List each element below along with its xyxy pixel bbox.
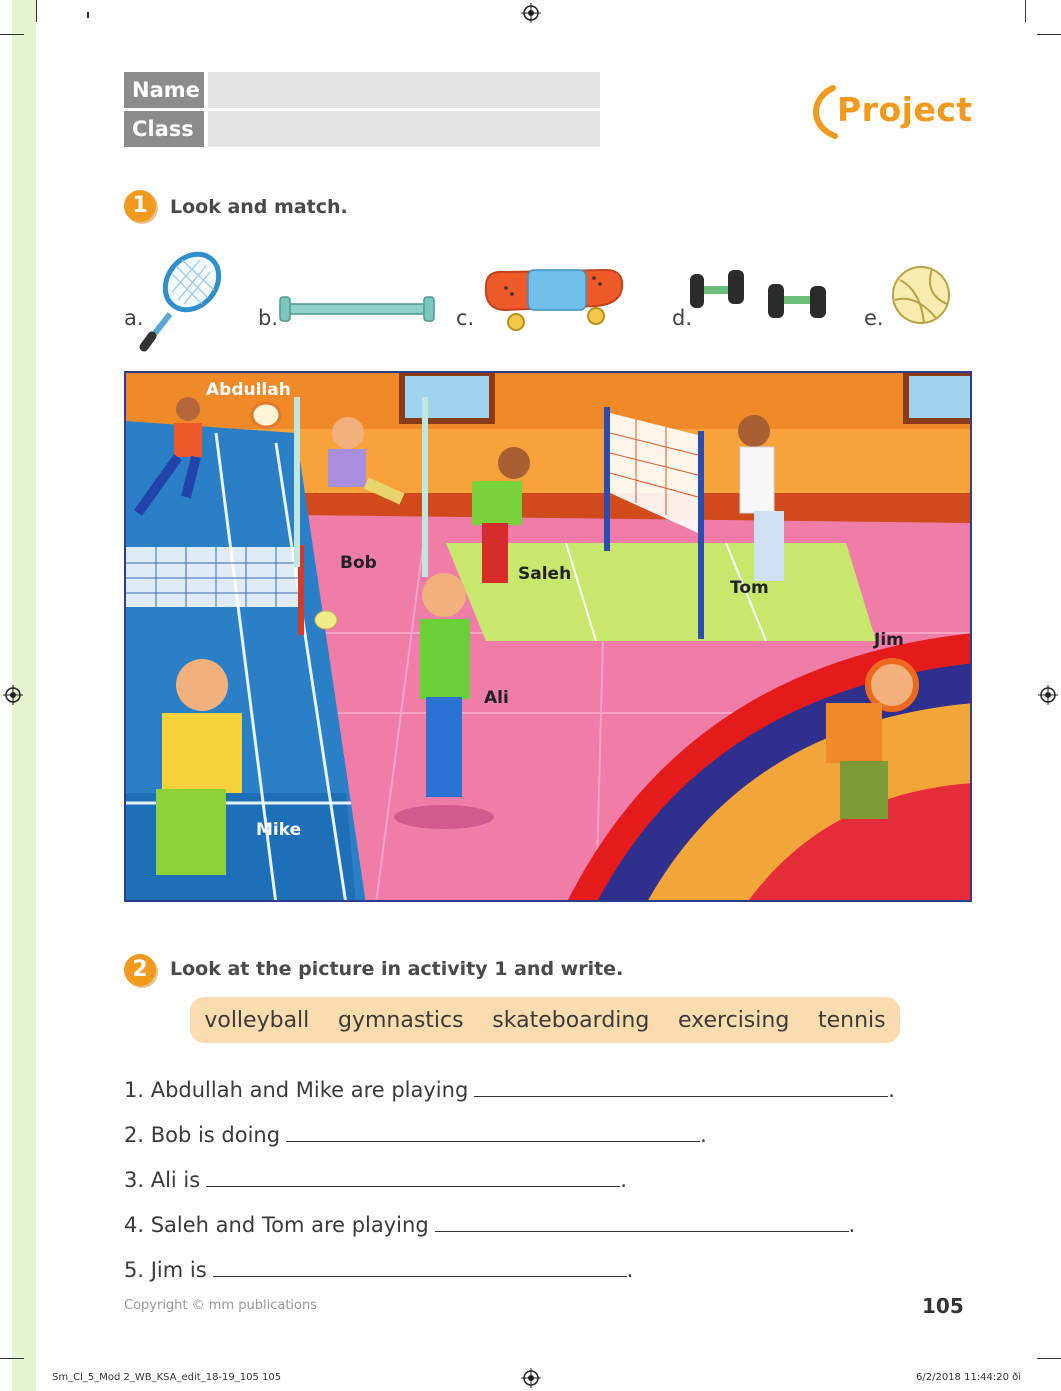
print-slug-right: 6/2/2018 11:44:20 ðì [916, 1372, 1022, 1383]
dumbbells-icon [688, 266, 832, 324]
answer-blank[interactable] [286, 1121, 700, 1142]
class-field[interactable] [208, 111, 600, 147]
question-end: . [700, 1123, 707, 1147]
character-label: Abdullah [206, 380, 291, 400]
registration-mark-icon [1038, 685, 1058, 705]
word-bank-item: tennis [818, 1007, 886, 1033]
question-prompt: 3. Ali is [124, 1168, 201, 1192]
item-letter: c. [456, 306, 475, 330]
print-slug-left: Sm_Cl_5_Mod 2_WB_KSA_edit_18-19_105 105 [52, 1372, 282, 1383]
character-label: Ali [484, 688, 509, 708]
question-end: . [848, 1213, 856, 1237]
character-label: Saleh [518, 564, 572, 584]
question-prompt: 2. Bob is doing [124, 1123, 281, 1147]
class-label: Class [124, 111, 204, 147]
word-bank-item: exercising [678, 1007, 790, 1033]
page-number: 105 [922, 1294, 964, 1318]
character-label: Mike [256, 820, 302, 840]
character-label: Tom [730, 578, 769, 598]
copyright-text: Copyright © mm publications [124, 1298, 318, 1313]
skateboard-icon [476, 262, 626, 334]
word-bank-item: gymnastics [337, 1007, 464, 1033]
crop-mark [0, 34, 24, 35]
activity-instruction: Look and match. [170, 196, 348, 218]
name-field[interactable] [208, 72, 600, 108]
question-prompt: 1. Abdullah and Mike are playing [124, 1078, 469, 1102]
question-end: . [620, 1168, 627, 1192]
name-label: Name [124, 72, 204, 108]
question-end: . [626, 1258, 634, 1282]
balance-beam-icon [278, 294, 436, 324]
tennis-racket-icon [138, 248, 226, 352]
section-title: Project [837, 90, 973, 129]
scene-drawing [126, 373, 972, 902]
activity-number-badge: 1 [124, 190, 156, 222]
crop-mark [1025, 0, 1026, 22]
item-letter: a. [124, 306, 144, 330]
character-label: Bob [340, 553, 377, 573]
question-row [124, 1256, 633, 1282]
sports-hall-illustration [124, 371, 972, 902]
word-bank-item: volleyball [204, 1007, 310, 1033]
crop-mark [36, 0, 37, 22]
name-class-table [124, 72, 600, 150]
volleyball-icon [890, 264, 952, 326]
item-letter: b. [258, 306, 279, 330]
question-row [124, 1121, 707, 1147]
question-prompt: 5. Jim is [124, 1258, 207, 1282]
word-bank [190, 997, 900, 1043]
word-bank-item: skateboarding [492, 1007, 650, 1033]
activity-instruction: Look at the picture in activity 1 and write. [170, 958, 624, 980]
question-row [124, 1211, 855, 1237]
item-letter: d. [672, 306, 693, 330]
item-letter: e. [864, 306, 884, 330]
question-row [124, 1076, 895, 1102]
activity-number-badge: 2 [124, 954, 156, 986]
crop-mark [1037, 34, 1061, 35]
registration-mark-icon [521, 1368, 541, 1388]
question-row [124, 1166, 627, 1192]
answer-blank[interactable] [213, 1256, 627, 1277]
character-label: Jim [874, 630, 904, 650]
crop-mark [87, 12, 89, 18]
class-row [124, 111, 600, 147]
answer-blank[interactable] [435, 1211, 849, 1232]
crop-mark [0, 1358, 24, 1359]
section-heading [805, 84, 975, 144]
crop-mark [1037, 1358, 1061, 1359]
question-prompt: 4. Saleh and Tom are playing [124, 1213, 429, 1237]
question-end: . [888, 1078, 895, 1102]
name-row [124, 72, 600, 108]
registration-mark-icon [3, 685, 23, 705]
registration-mark-icon [521, 3, 541, 23]
answer-blank[interactable] [474, 1076, 888, 1097]
answer-blank[interactable] [206, 1166, 620, 1187]
